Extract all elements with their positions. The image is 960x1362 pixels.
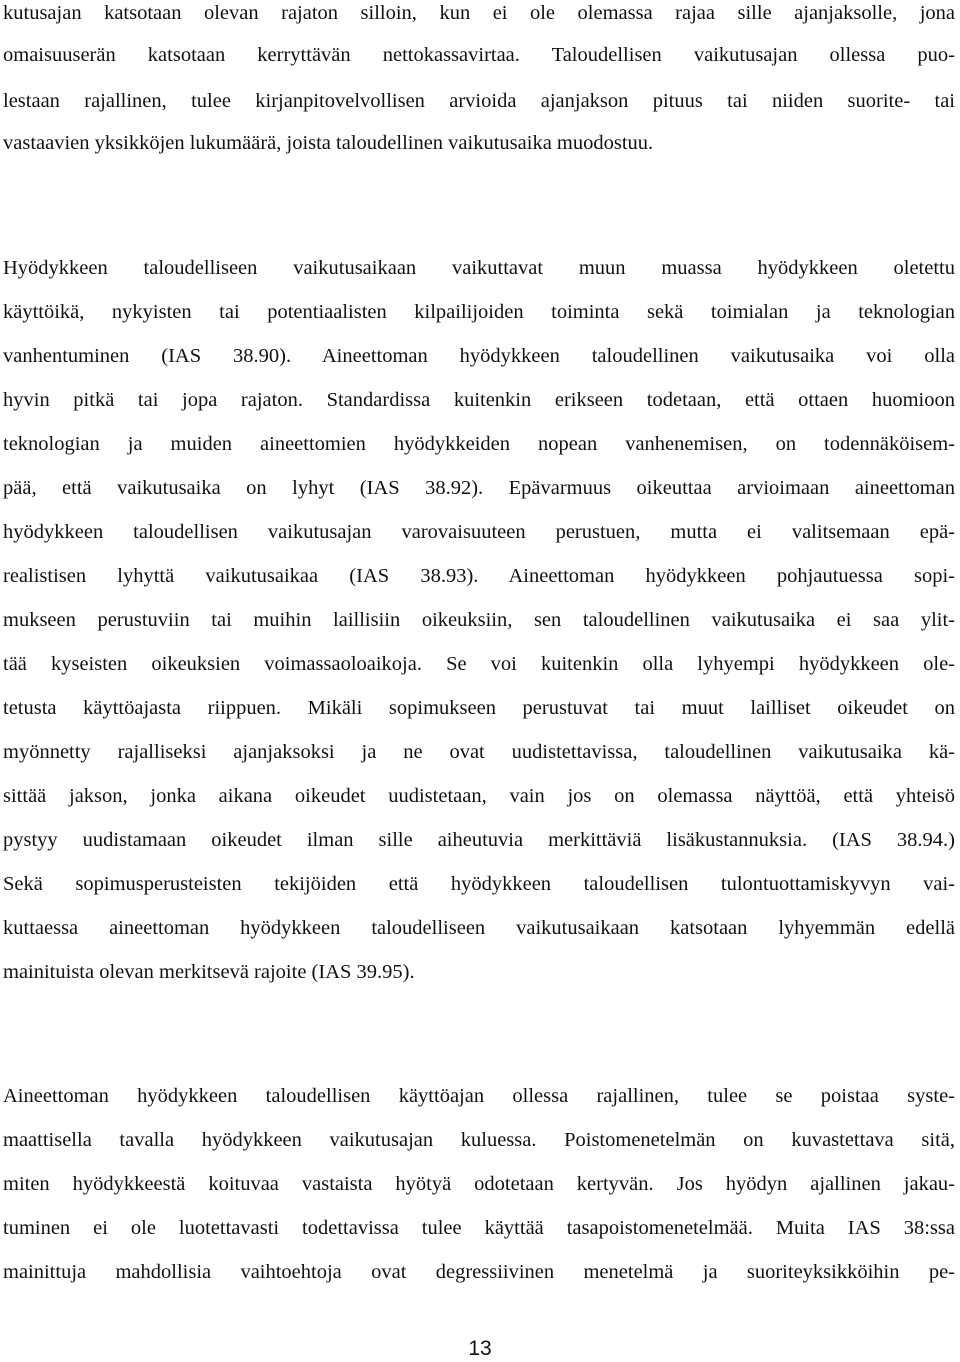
text-line: omaisuuserän katsotaan kerryttävän nettokassavirtaa. Taloudellisen vaikutusajan ollessa puo- — [3, 44, 955, 66]
text-line: tetusta käyttöajasta riippuen. Mikäli sopimukseen perustuvat tai muut lailliset oikeudet on — [3, 697, 955, 719]
text-line: realistisen lyhyttä vaikutusaikaa (IAS 38.93). Aineettoman hyödykkeen pohjautuessa sopi- — [3, 565, 955, 587]
text-line: pää, että vaikutusaika on lyhyt (IAS 38.92). Epävarmuus oikeuttaa arvioimaan aineettoman — [3, 477, 955, 499]
text-line: vastaavien yksikköjen lukumäärä, joista taloudellinen vaikutusaika muodostuu. — [3, 132, 654, 154]
text-line: tuminen ei ole luotettavasti todettavissa tulee käyttää tasapoistomenetelmää. Muita IAS 38:ssa — [3, 1217, 955, 1239]
text-line: teknologian ja muiden aineettomien hyödykkeiden nopean vanhenemisen, on todennäköisem- — [3, 433, 955, 455]
text-line: Sekä sopimusperusteisten tekijöiden että hyödykkeen taloudellisen tulontuottamiskyvyn vai- — [3, 873, 955, 895]
text-line: tää kyseisten oikeuksien voimassaoloaikoja. Se voi kuitenkin olla lyhyempi hyödykkeen ole- — [3, 653, 955, 675]
text-line: myönnetty rajalliseksi ajanjaksoksi ja ne ovat uudistettavissa, taloudellinen vaikutusaika kä- — [3, 741, 955, 763]
text-line: miten hyödykkeestä koituvaa vastaista hyötyä odotetaan kertyvän. Jos hyödyn ajallinen jakau- — [3, 1173, 955, 1195]
text-line: hyödykkeen taloudellisen vaikutusajan varovaisuuteen perustuen, mutta ei valitsemaan epä- — [3, 521, 955, 543]
text-line: kuttaessa aineettoman hyödykkeen taloudelliseen vaikutusaikaan katsotaan lyhyemmän edellä — [3, 917, 955, 939]
page-number: 13 — [468, 1337, 492, 1360]
text-line: Hyödykkeen taloudelliseen vaikutusaikaan vaikuttavat muun muassa hyödykkeen oletettu — [3, 257, 955, 279]
text-line: kutusajan katsotaan olevan rajaton silloin, kun ei ole olemassa rajaa sille ajanjaksolle, jona — [3, 2, 955, 24]
text-line: mainituista olevan merkitsevä rajoite (IAS 39.95). — [3, 961, 415, 983]
text-line: maattisella tavalla hyödykkeen vaikutusajan kuluessa. Poistomenetelmän on kuvastettava sitä, — [3, 1129, 955, 1151]
text-line: käyttöikä, nykyisten tai potentiaalisten kilpailijoiden toiminta sekä toimialan ja teknologian — [3, 301, 955, 323]
text-line: hyvin pitkä tai jopa rajaton. Standardissa kuitenkin erikseen todetaan, että ottaen huomioon — [3, 389, 955, 411]
text-line: vanhentuminen (IAS 38.90). Aineettoman hyödykkeen taloudellinen vaikutusaika voi olla — [3, 345, 955, 367]
text-line: sittää jakson, jonka aikana oikeudet uudistetaan, vain jos on olemassa näyttöä, että yhteisö — [3, 785, 955, 807]
text-line: mukseen perustuviin tai muihin laillisiin oikeuksiin, sen taloudellinen vaikutusaika ei saa ylit- — [3, 609, 955, 631]
text-line: lestaan rajallinen, tulee kirjanpitovelvollisen arvioida ajanjakson pituus tai niiden suorite- tai — [3, 90, 955, 112]
text-line: mainittuja mahdollisia vaihtoehtoja ovat degressiivinen menetelmä ja suoriteyksikköihin pe- — [3, 1261, 955, 1283]
text-line: pystyy uudistamaan oikeudet ilman sille aiheutuvia merkittäviä lisäkustannuksia. (IAS 38.94.) — [3, 829, 955, 851]
text-line: Aineettoman hyödykkeen taloudellisen käyttöajan ollessa rajallinen, tulee se poistaa syste- — [3, 1085, 955, 1107]
